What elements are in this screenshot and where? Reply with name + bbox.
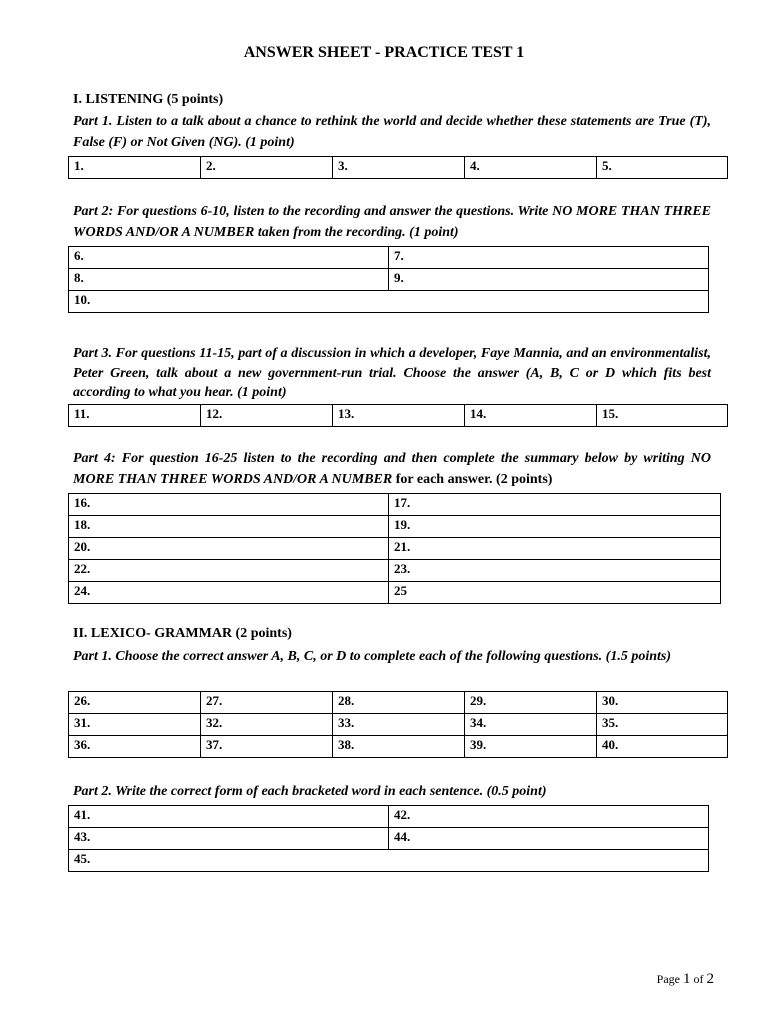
listening-part4-instruction (73, 448, 711, 490)
answer-cell-22[interactable]: 22. (69, 560, 389, 582)
answer-cell-11[interactable]: 11. (69, 405, 201, 427)
answer-cell-25[interactable]: 25 (389, 582, 721, 604)
listening-part3-instruction: Part 3. For questions 11-15, part of a discussion in which a developer, Faye Mannia, and an environmentalist, Peter Green, talk about a new government-run trial. Choose the answer (A, B, C or D which fits best according to what you hear. (1 point) (73, 346, 711, 400)
answer-cell-41[interactable]: 41. (69, 806, 389, 828)
answer-cell-2[interactable]: 2. (201, 157, 333, 179)
table-row (69, 291, 709, 313)
table-row (69, 828, 709, 850)
answer-cell-18[interactable]: 18. (69, 516, 389, 538)
table-row (69, 516, 721, 538)
table-row (69, 582, 721, 604)
table-row (69, 692, 728, 714)
lexico-part2-table (68, 805, 709, 872)
answer-cell-39[interactable]: 39. (465, 736, 597, 758)
answer-cell-5[interactable]: 5. (597, 157, 728, 179)
table-row (69, 494, 721, 516)
answer-cell-35[interactable]: 35. (597, 714, 728, 736)
page-number (657, 971, 714, 988)
answer-cell-8[interactable]: 8. (69, 269, 389, 291)
answer-cell-23[interactable]: 23. (389, 560, 721, 582)
instruction-emphasis: NO MORE THAN THREE WORDS AND/OR A NUMBER (73, 204, 712, 240)
answer-cell-43[interactable]: 43. (69, 828, 389, 850)
instruction-emphasis: NO MORE THAN THREE WORDS AND/OR A NUMBER (73, 451, 711, 487)
table-row (69, 560, 721, 582)
answer-cell-26[interactable]: 26. (69, 692, 201, 714)
page-title: ANSWER SHEET - PRACTICE TEST 1 (243, 44, 525, 61)
answer-cell-3[interactable]: 3. (333, 157, 465, 179)
listening-part4-table (68, 493, 721, 604)
table-row (69, 538, 721, 560)
answer-cell-13[interactable]: 13. (333, 405, 465, 427)
answer-cell-31[interactable]: 31. (69, 714, 201, 736)
table-row (69, 247, 709, 269)
instruction-text: taken from the recording. (1 point) (254, 225, 459, 240)
listening-part1-table (68, 156, 728, 179)
listening-part3-table (68, 404, 728, 427)
listening-part1-instruction: Part 1. Listen to a talk about a chance to rethink the world and decide whether these statements are True (T), False (F) or Not Given (NG). (1 point) (73, 114, 711, 150)
answer-cell-6[interactable]: 6. (69, 247, 389, 269)
answer-cell-30[interactable]: 30. (597, 692, 728, 714)
answer-cell-27[interactable]: 27. (201, 692, 333, 714)
page-word: Page (656, 972, 680, 986)
of-word: of (693, 972, 704, 986)
answer-cell-37[interactable]: 37. (201, 736, 333, 758)
answer-cell-14[interactable]: 14. (465, 405, 597, 427)
answer-cell-44[interactable]: 44. (389, 828, 709, 850)
current-page: 1 (683, 971, 691, 987)
answer-cell-20[interactable]: 20. (69, 538, 389, 560)
answer-cell-24[interactable]: 24. (69, 582, 389, 604)
table-row (69, 736, 728, 758)
instruction-text: Part 4: For question 16-25 listen to the recording and then complete the summary below by writing (73, 451, 691, 466)
answer-cell-45[interactable]: 45. (69, 850, 709, 872)
table-row (69, 405, 728, 427)
answer-cell-12[interactable]: 12. (201, 405, 333, 427)
answer-cell-33[interactable]: 33. (333, 714, 465, 736)
lexico-heading: II. LEXICO- GRAMMAR (2 points) (73, 626, 292, 641)
answer-cell-34[interactable]: 34. (465, 714, 597, 736)
answer-cell-4[interactable]: 4. (465, 157, 597, 179)
answer-cell-42[interactable]: 42. (389, 806, 709, 828)
listening-heading: I. LISTENING (5 points) (73, 92, 224, 107)
lexico-part1-instruction: Part 1. Choose the correct answer A, B, C, or D to complete each of the following questions. (1.5 points) (73, 649, 672, 664)
answer-cell-21[interactable]: 21. (389, 538, 721, 560)
answer-cell-16[interactable]: 16. (69, 494, 389, 516)
answer-cell-7[interactable]: 7. (389, 247, 709, 269)
listening-part2-instruction (73, 201, 711, 243)
answer-cell-28[interactable]: 28. (333, 692, 465, 714)
answer-cell-9[interactable]: 9. (389, 269, 709, 291)
answer-cell-36[interactable]: 36. (69, 736, 201, 758)
table-row (69, 714, 728, 736)
answer-cell-15[interactable]: 15. (597, 405, 728, 427)
listening-part2-table (68, 246, 709, 313)
lexico-part1-table (68, 691, 728, 758)
table-row (69, 806, 709, 828)
answer-cell-32[interactable]: 32. (201, 714, 333, 736)
instruction-text: for each answer. (2 points) (392, 472, 553, 487)
instruction-text: Part 2: For questions 6-10, listen to the recording and answer the questions. Write (73, 204, 553, 219)
answer-cell-10[interactable]: 10. (69, 291, 709, 313)
total-pages: 2 (706, 971, 714, 987)
answer-cell-17[interactable]: 17. (389, 494, 721, 516)
answer-cell-1[interactable]: 1. (69, 157, 201, 179)
answer-cell-38[interactable]: 38. (333, 736, 465, 758)
table-row (69, 269, 709, 291)
table-row (69, 157, 728, 179)
table-row (69, 850, 709, 872)
answer-cell-19[interactable]: 19. (389, 516, 721, 538)
answer-cell-40[interactable]: 40. (597, 736, 728, 758)
answer-cell-29[interactable]: 29. (465, 692, 597, 714)
lexico-part2-instruction: Part 2. Write the correct form of each bracketed word in each sentence. (0.5 point) (73, 784, 547, 799)
